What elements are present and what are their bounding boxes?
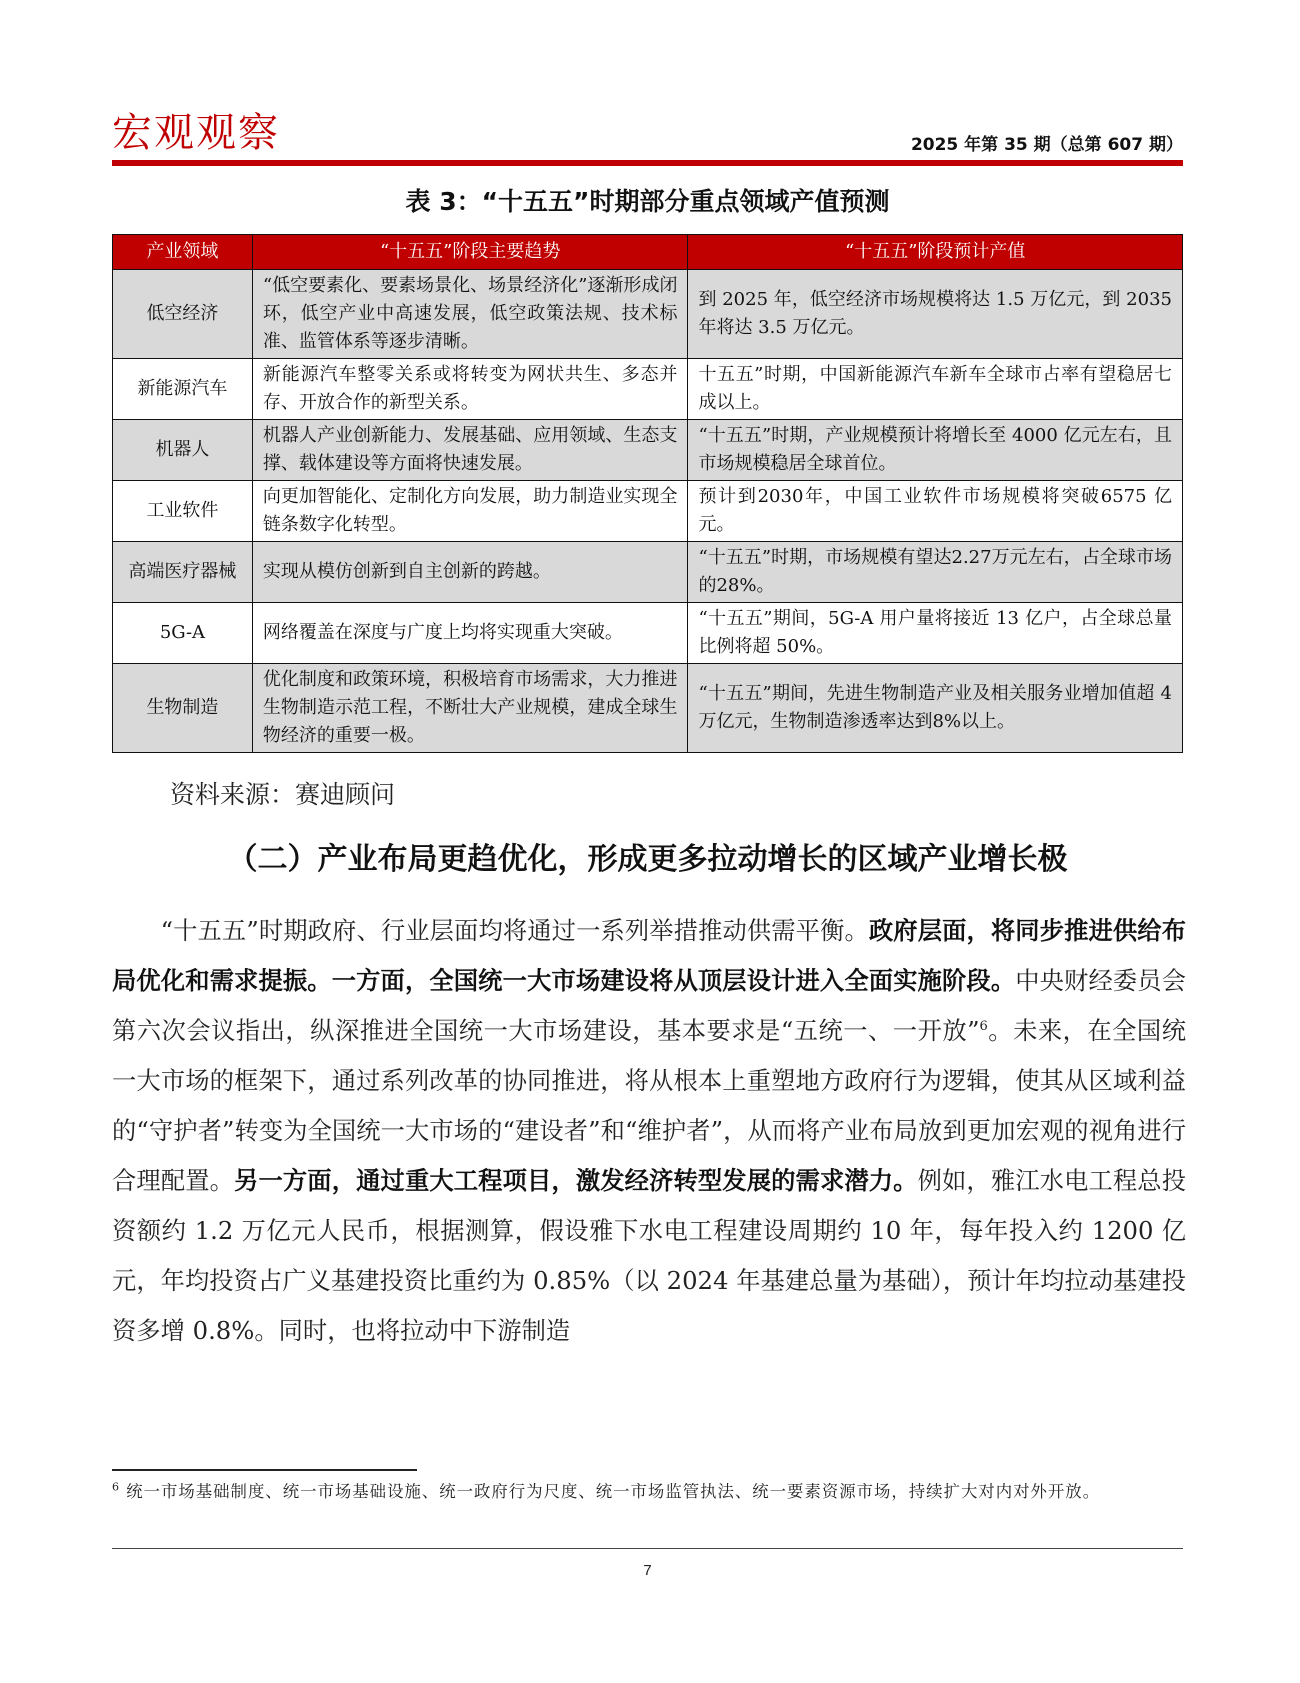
table-header-row [113,235,1183,270]
paragraph-bold: 另一方面，通过重大工程项目，激发经济转型发展的需求潜力。 [234,1166,918,1195]
table-row [113,359,1183,420]
cell-trend: 机器人产业创新能力、发展基础、应用领域、生态支撑、载体建设等方面将快速发展。 [252,420,688,481]
cell-field: 生物制造 [113,664,253,753]
cell-field: 低空经济 [113,270,253,359]
cell-value: 十五五”时期，中国新能源汽车新车全球市占率有望稳居七成以上。 [688,359,1183,420]
cell-trend: 向更加智能化、定制化方向发展，助力制造业实现全链条数字化转型。 [252,481,688,542]
cell-value: “十五五”时期，产业规模预计将增长至 4000 亿元左右，且市场规模稳居全球首位。 [688,420,1183,481]
table-row [113,664,1183,753]
header-rule [112,160,1183,166]
cell-trend: 网络覆盖在深度与广度上均将实现重大突破。 [252,603,688,664]
paragraph-bold: 政府层面，将同步推进供给布局优化和需求提振。一方面，全国统一大市场建设将从顶层设计进入全面实施阶段。 [112,916,1187,995]
paragraph-text: “十五五”时期政府、行业层面均将通过一系列举措推动供需平衡。 [160,916,869,945]
table-row [113,420,1183,481]
body-paragraph [112,906,1186,1356]
header-field: 产业领域 [113,235,253,270]
cell-field: 高端医疗器械 [113,542,253,603]
cell-value: 到 2025 年，低空经济市场规模将达 1.5 万亿元，到 2035 年将达 3.5 万亿元。 [688,270,1183,359]
footnote-text: 统一市场基础制度、统一市场基础设施、统一政府行为尺度、统一市场监管执法、统一要素资源市场，持续扩大对内对外开放。 [120,1482,1101,1501]
paragraph-text: 。未来，在全国统一大市场的框架下，通过系列改革的协同推进，将从根本上重塑地方政府行为逻辑，使其从区域利益的“守护者”转变为全国统一大市场的“建设者”和“维护者”，从而将产业布局放到更加宏观的视角进行合理配置。 [112,1016,1186,1195]
brand-title: 宏观观察 [112,110,280,156]
cell-field: 5G-A [113,603,253,664]
cell-value: “十五五”期间，先进生物制造产业及相关服务业增加值超 4 万亿元，生物制造渗透率达到8%以上。 [688,664,1183,753]
cell-field: 新能源汽车 [113,359,253,420]
footnote-rule [112,1469,417,1471]
cell-trend: 新能源汽车整零关系或将转变为网状共生、多态并存、开放合作的新型关系。 [252,359,688,420]
footnote [112,1478,1183,1506]
page-number: 7 [643,1562,652,1579]
table-row [113,542,1183,603]
footer-rule [112,1548,1183,1549]
issue-label: 2025 年第 35 期（总第 607 期） [910,135,1183,155]
cell-trend: 优化制度和政策环境，积极培育市场需求，大力推进生物制造示范工程，不断壮大产业规模，建成全球生物经济的重要一极。 [252,664,688,753]
cell-value: “十五五”时期，市场规模有望达2.27万元左右，占全球市场的28%。 [688,542,1183,603]
cell-value: 预计到2030年，中国工业软件市场规模将突破6575 亿元。 [688,481,1183,542]
cell-trend: 实现从模仿创新到自主创新的跨越。 [252,542,688,603]
table-row [113,481,1183,542]
table-row [113,603,1183,664]
cell-trend: “低空要素化、要素场景化、场景经济化”逐渐形成闭环，低空产业中高速发展，低空政策法规、技术标准、监管体系等逐步清晰。 [252,270,688,359]
forecast-table [112,234,1183,753]
table-title: 表 3：“十五五”时期部分重点领域产值预测 [405,187,890,216]
cell-field: 机器人 [113,420,253,481]
header-trend: “十五五”阶段主要趋势 [252,235,688,270]
footnote-ref: 6 [979,1018,988,1034]
section-heading: （二）产业布局更趋优化，形成更多拉动增长的区域产业增长极 [227,842,1068,877]
table-source: 资料来源：赛迪顾问 [170,780,396,809]
paragraph-text: 中央财经委员会第六次会议指出，纵深推进全国统一大市场建设，基本要求是“五统一、一开放” [112,966,1187,1045]
paragraph-text: 例如，雅江水电工程总投资额约 1.2 万亿元人民币，根据测算，假设雅下水电工程建设周期约 10 年，每年投入约 1200 亿元，年均投资占广义基建投资比重约为 0.85%（以 2024 年基建总量为基础），预计年均拉动基建投资多增 0.8%。同时，也将拉动中下游制造 [112,1166,1187,1345]
table-row [113,270,1183,359]
cell-value: “十五五”期间，5G-A 用户量将接近 13 亿户，占全球总量比例将超 50%。 [688,603,1183,664]
header-value: “十五五”阶段预计产值 [688,235,1183,270]
footnote-number: 6 [112,1480,120,1494]
cell-field: 工业软件 [113,481,253,542]
